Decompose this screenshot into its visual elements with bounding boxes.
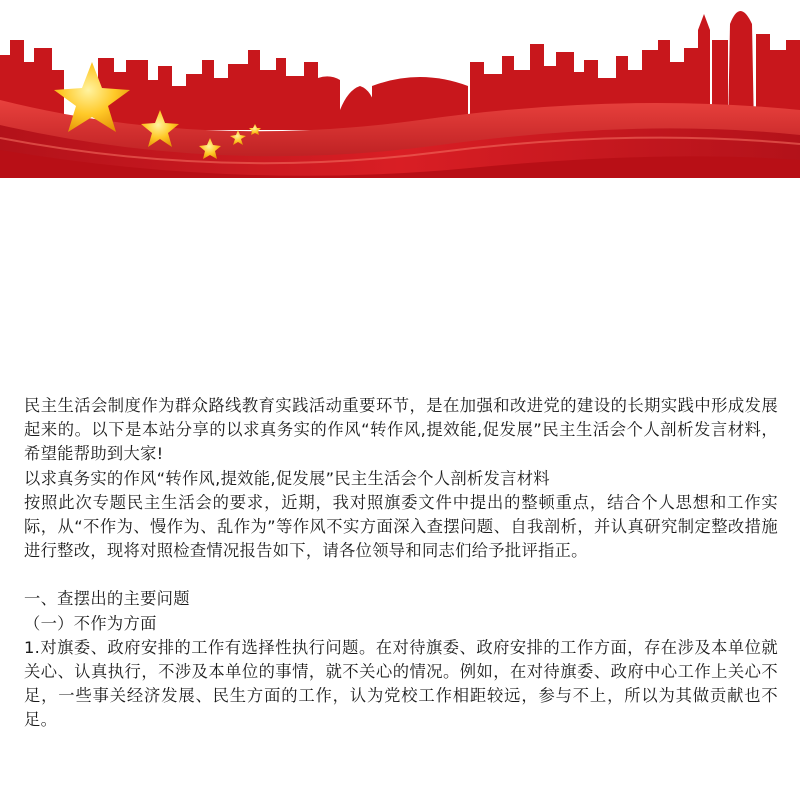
item-paragraph: 1.对旗委、政府安排的工作有选择性执行问题。在对待旗委、政府安排的工作方面，存在涉及本单位就关心、认真执行，不涉及本单位的事情，就不关心的情况。例如，在对待旗委、政府中心工作上关心不足，一些事关经济发展、民生方面的工作，认为党校工作相距较远，参与不上，所以为其做贡献也不足。 [24,637,778,730]
paragraph-spacer [0,563,800,587]
subsection-heading: （一）不作为方面 [24,613,157,633]
intro-paragraph: 民主生活会制度作为群众路线教育实践活动重要环节，是在加强和改进党的建设的长期实践中形成发展起来的。以下是本站分享的以求真务实的作风“转作风,提效能,促发展”民主生活会个人剖析发言材料，希望能帮助到大家! [24,396,778,464]
article-title: 以求真务实的作风“转作风,提效能,促发展”民主生活会个人剖析发言材料 [24,468,550,488]
article-body [0,394,800,800]
preface-paragraph: 按照此次专题民主生活会的要求，近期，我对照旗委文件中提出的整顿重点，结合个人思想和工作实际，从“不作为、慢作为、乱作为”等作风不实方面深入查摆问题、自我剖析，并认真研究制定整改措施进行整改，现将对照检查情况报告如下，请各位领导和同志们给予批评指正。 [24,492,778,561]
header-banner [0,0,800,190]
section-heading: 一、查摆出的主要问题 [24,589,190,609]
flag-skyline-illustration [0,0,800,190]
